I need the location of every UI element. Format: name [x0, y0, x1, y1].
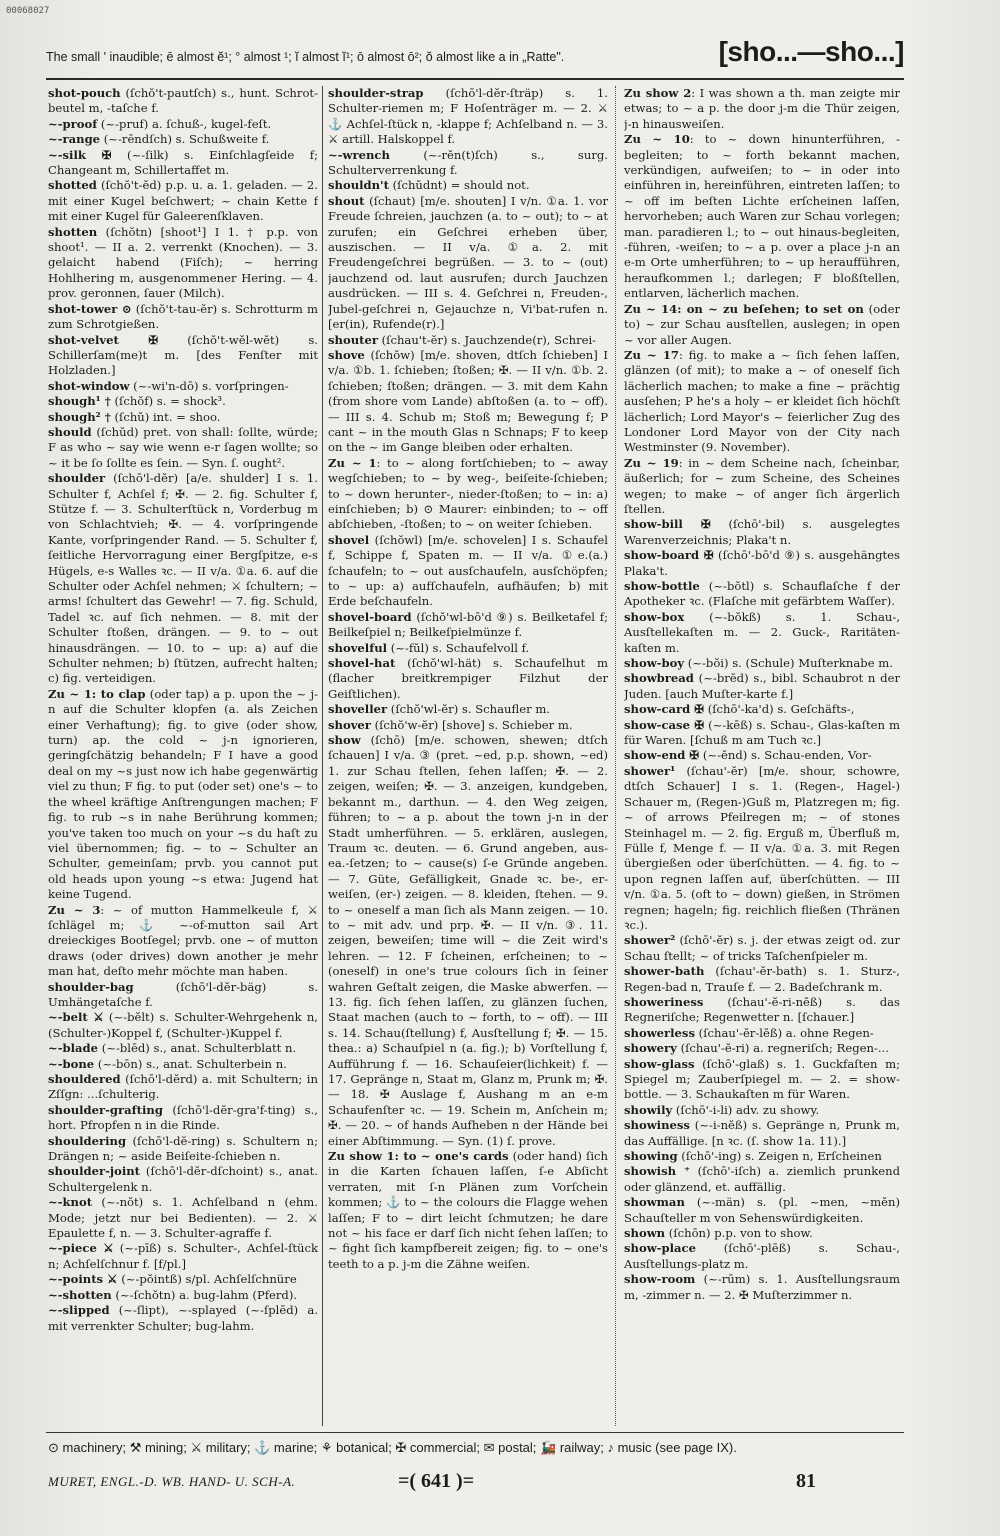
header-rule: [46, 78, 904, 80]
dictionary-entry: shoulder (ſchō'l-dĕr) [a/e. shulder] I s. 1. Schulter f, Achſel f; ✠. — 2. fig. Schulter f, Stütze f. — 3. Schulterſtück n, Vorderbug m von Schlachtvieh; ✠. — 4. vorſpringende Kante, vorſpringender Rand. — 5. Schulter f, ſeitliche Hervorragung einer Bergſpitze, e-s Hügels, e-s Walles ꝛc. — II v/a. ①a. 6. auf die Schulter oder Achſel nehmen; ⚔ ſchultern; ~ arms! ſchultert das Gewehr! — 7. fig. Schuld, Tadel ꝛc. auf ſich nehmen. — 8. mit der Schulter ſtoßen, drängen. — 9. to ~ out hinausdrängen. — 10. to ~ up: a) auf die Schulter nehmen; b) ſtützen, aufrecht halten; c) fig. verteidigen.: [48, 471, 318, 686]
dictionary-entry: shovel (ſchŏwl) [m/e. schovelen] I s. Schaufel f, Schippe f, Spaten m. — II v/a. ①e.(a.) ſchaufeln; to ~ out ausſchaufeln, ausſchöpfen; to ~ up: a) aufſchaufeln, aufhäufen; b) mit Erde beſchaufeln.: [328, 532, 608, 609]
page-header: [44, 36, 904, 80]
headword: show-boy: [624, 656, 685, 671]
dictionary-entry: shoulder-joint (ſchō'l-dĕr-dſchoint) s., anat. Schultergelenk n.: [48, 1164, 318, 1194]
headword: shout: [328, 193, 365, 208]
dictionary-entry: shovel-board (ſchŏ'wl-bō'd ⑨) s. Beilketafel f; Beilkeſpiel n; Beilkeſpielmünze f.: [328, 609, 608, 640]
headword: shoulder-bag: [48, 979, 134, 994]
dictionary-entry: showman (~-män) s. (pl. ~men, ~mĕn) Schauſteller m von Sehenswürdigkeiten.: [624, 1195, 900, 1225]
dictionary-entry: ~-piece ⚔ (~-pīß) s. Schulter-, Achſel-ſtück n; Achſelſchnur f. [f/pl.]: [48, 1241, 318, 1271]
scan-id: 00068027: [6, 6, 50, 16]
headword: showery: [624, 1041, 677, 1056]
headword: ~-proof: [48, 116, 98, 131]
dictionary-entry: ~-proof (~-pruf) a. ſchuß-, kugel-feſt.: [48, 116, 272, 131]
dictionary-entry: showiness (~-i-nĕß) s. Gepränge n, Prunk m, das Auffällige. [n ꝛc. (ſ. show 1a. 11).]: [624, 1118, 900, 1148]
dictionary-entry: shouter (ſchau't-ĕr) s. Jauchzende(r), Schrei-: [328, 332, 597, 347]
headword: Zu show 2: [624, 86, 692, 100]
headword: shouldered: [48, 1072, 121, 1086]
sheet-number: 81: [796, 1470, 816, 1492]
dictionary-entry: ~-wrench (~-rĕn(t)ſch) s., surg. Schulterverrenkung f.: [328, 147, 608, 178]
dictionary-entry: ~-points ⚔ (~-pŏintß) s/pl. Achſelſchnüre: [48, 1272, 297, 1287]
dictionary-entry: show-end ✠ (~-ĕnd) s. Schau-enden, Vor-: [624, 748, 872, 763]
dictionary-entry: Zu ~ 19: in ~ dem Scheine nach, ſcheinbar, äußerlich; for ~ zum Scheine, des Scheines wegen; to make ~ of anger ſich ärgerlich ſtellen.: [624, 455, 900, 516]
column-1: [48, 86, 318, 1426]
dictionary-entry: shot-velvet ✠ (ſchŏ't-wĕl-wĕt) s. Schillerſam(me)t m. [des Fenſter mit Holzladen.]: [48, 332, 318, 378]
dictionary-entry: show-bill ✠ (ſchō'-bil) s. ausgelegtes Warenverzeichnis; Plaka't n.: [624, 517, 900, 547]
dictionary-entry: shotten (ſchŏtn) [shoot¹] I 1. † p.p. von shoot¹. — II a. 2. verrenkt (Knochen). — 3. gelaicht habend (Fiſch); ~ herring Hohlhering m, ausgenommener Hering. — 4. prov. geronnen, ſauer (Milch).: [48, 224, 318, 301]
headword: Zu ~ 19: [624, 455, 679, 470]
headword: shower²: [624, 933, 676, 948]
dictionary-entry: shouldering (ſchō'l-dĕ-ring) s. Schultern n; Drängen n; ~ aside Beiſeite-ſchieben n.: [48, 1133, 318, 1164]
headword: showing: [624, 1149, 678, 1164]
headword: ~-shotten: [48, 1287, 112, 1302]
headword: ~-range: [48, 132, 101, 147]
headword: shot-window: [48, 378, 130, 393]
headword: ~-piece ⚔: [48, 1241, 114, 1256]
headword: ~-points ⚔: [48, 1272, 118, 1287]
dictionary-entry: showerless (ſchau'-ĕr-lĕß) a. ohne Regen-: [624, 1025, 874, 1040]
headword: shot-pouch: [48, 86, 121, 100]
dictionary-entry: shot-tower ⊙ (ſchŏ't-tau-ĕr) s. Schrotturm m zum Schrotgießen.: [48, 301, 318, 332]
pronunciation-note: The small ' inaudible; ē almost ĕ¹; ° almost ¹; ĭ almost ĭ¹; ō almost ō²; ŏ almost like a in „Ratte".: [46, 50, 565, 64]
page-footer: [48, 1470, 908, 1500]
headword: shown: [624, 1226, 666, 1241]
headword: Zu ~ 14: on ~ zu beſehen; to set on: [624, 301, 864, 316]
headword: shover: [328, 717, 371, 732]
dictionary-entry: showing (ſchō'-ing) s. Zeigen n, Erſcheinen: [624, 1149, 882, 1164]
headword: show: [328, 733, 361, 748]
dictionary-entry: shouldered (ſchō'l-dĕrd) a. mit Schultern; in Zſſgn: ...ſchulterig.: [48, 1072, 318, 1102]
headword: shovel: [328, 532, 370, 547]
headword: show-bill ✠: [624, 517, 711, 532]
dictionary-entry: ~-blade (~-blēd) s., anat. Schulterblatt n.: [48, 1041, 297, 1056]
headword: Zu ~ 17: [624, 347, 679, 362]
headword: show-end ✠: [624, 748, 700, 763]
headword: shotted: [48, 178, 97, 193]
dictionary-entry: shover (ſchŏ'w-ĕr) [shove] s. Schieber m.: [328, 717, 573, 732]
headword: show-place: [624, 1241, 696, 1256]
headword: shotten: [48, 224, 98, 239]
dictionary-entry: shoveller (ſchŏ'wl-ĕr) s. Schaufler m.: [328, 702, 550, 717]
dictionary-entry: showish ⁺ (ſchō'-iſch) a. ziemlich prunkend oder glänzend, et. auffällig.: [624, 1164, 900, 1194]
page-number: =( 641 )=: [398, 1470, 475, 1492]
headword: shouldn't: [328, 178, 389, 193]
headword: ~-bone: [48, 1056, 95, 1071]
headword: ~-blade: [48, 1041, 99, 1056]
dictionary-entry: shower² (ſchō'-ĕr) s. j. der etwas zeigt od. zur Schau ſtellt; ~ of tricks Taſchenſpieler m.: [624, 933, 900, 963]
headword: show-board ✠: [624, 548, 714, 563]
footer-rule: [46, 1432, 904, 1433]
headword: Zu ~ 10: [624, 132, 690, 147]
headword: shoulder: [48, 471, 106, 486]
headword: ~-wrench: [328, 147, 390, 162]
headword: show-card ✠: [624, 702, 705, 717]
headword: Zu ~ 3: [48, 902, 101, 917]
headword: shovel-hat: [328, 656, 396, 671]
dictionary-entry: Zu ~ 14: on ~ zu beſehen; to set on (oder to) ~ zur Schau ausſtellen, auslegen; in open ~ vor aller Augen.: [624, 301, 900, 347]
headword: show-room: [624, 1272, 696, 1287]
headword: show-glass: [624, 1056, 695, 1071]
headword: shouter: [328, 332, 378, 347]
dictionary-entry: showbread (~-brĕd) s., bibl. Schaubrot n der Juden. [auch Muſter-karte f.]: [624, 671, 900, 701]
headword: ~-silk ✠: [48, 147, 112, 162]
headword: shough² †: [48, 409, 111, 424]
headword: shouldering: [48, 1133, 127, 1148]
dictionary-entry: ~-silk ✠ (~-ſilk) s. Einſchlagſeide f; Changeant m, Schillertaffet m.: [48, 147, 318, 178]
headword: showeriness: [624, 994, 704, 1009]
imprint: MURET, ENGL.-D. WB. HAND- U. SCH-A.: [48, 1474, 296, 1489]
dictionary-entry: ~-knot (~-nŏt) s. 1. Achſelband n (ehm. Mode; jetzt nur bei Bedienten). — 2. ⚔ Epaulette f, n. — 3. Schulter-agraffe f.: [48, 1195, 318, 1241]
dictionary-entry: Zu show 1: to ~ one's cards (oder hand) ſich in die Karten ſchauen laſſen, ſ-e Abſicht verraten, mit ſ-n Plänen zum Vorſchein kommen; ⚓ to ~ the colours die Flagge wehen laſſen; F to ~ dirt leicht ſchmutzen; he dare not ~ his face er darf ſich nicht ſehen laſſen; to ~ fight ſich kampfbereit zeigen; fig. to ~ one's teeth to a p. j-m die Zähne weiſen.: [328, 1149, 608, 1271]
dictionary-entry: ~-bone (~-bōn) s., anat. Schulterbein n.: [48, 1056, 287, 1071]
dictionary-entry: shotted (ſchŏ't-ĕd) p.p. u. a. 1. geladen. — 2. mit einer Kugel beſchwert; ~ chain Kette f mit einer Kugel für Galeerenſklaven.: [48, 178, 318, 224]
dictionary-entry: Zu ~ 10: to ~ down hinunterführen, -begleiten; to ~ forth bekannt machen, verkündigen, aufweiſen; to ~ in oder into einführen in, hereinführen, eintreten laſſen; to ~ off im beſten Lichte erſcheinen laſſen, hervorheben; auch Waren zur Schau vorlegen; man. paradieren l.; to ~ out hinaus-begleiten, -führen, -weiſen; to ~ a p. over a place j-n an e-m Orte umherführen; to ~ up heraufführen, heraufkommen l.; darlegen; F bloßſtellen, entlarven, lächerlich machen.: [624, 132, 900, 301]
dictionary-entry: show-case ✠ (~-kēß) s. Schau-, Glas-kaſten m für Waren. [ſchuß m am Tuch ꝛc.]: [624, 717, 900, 748]
dictionary-entry: show-boy (~-bŏi) s. (Schule) Muſterknabe m.: [624, 656, 893, 671]
dictionary-entry: should (ſchŭd) pret. von shall: ſollte, würde; F as who ~ say wie wenn e-r ſagen wollte; so ~ it be ſo ſollte es ſein. — Syn. ſ. ought².: [48, 424, 318, 470]
headword: showbread: [624, 671, 694, 686]
dictionary-entry: shot-pouch (ſchŏ't-pautſch) s., hunt. Schrot-beutel m, -taſche f.: [48, 86, 318, 116]
headword: show-bottle: [624, 579, 700, 593]
dictionary-entry: shough¹ † (ſchŏf) s. = shock³.: [48, 394, 226, 409]
headword: shot-tower ⊙: [48, 301, 132, 316]
dictionary-entry: shough² † (ſchŭ) int. = shoo.: [48, 409, 221, 424]
dictionary-entry: show-room (~-rūm) s. 1. Ausſtellungsraum m, -zimmer n. — 2. ✠ Muſterzimmer n.: [624, 1272, 900, 1302]
dictionary-entry: ~-belt ⚔ (~-bĕlt) s. Schulter-Wehrgehenk n, (Schulter-)Koppel f, (Schulter-)Kuppel f.: [48, 1010, 318, 1040]
guide-words: [sho...—sho...]: [718, 36, 904, 67]
headword: show-case ✠: [624, 717, 705, 732]
dictionary-entry: showery (ſchau'-ĕ-ri) a. regneriſch; Regen-...: [624, 1041, 889, 1056]
headword: shower¹: [624, 763, 676, 778]
headword: shovelful: [328, 640, 388, 655]
dictionary-entry: show-card ✠ (ſchō'-ka'd) s. Geſchäfts-,: [624, 702, 855, 717]
headword: shoulder-joint: [48, 1164, 141, 1179]
headword: shoulder-grafting: [48, 1102, 163, 1117]
headword: ~-belt ⚔: [48, 1010, 104, 1025]
headword: showily: [624, 1102, 673, 1117]
headword: should: [48, 424, 92, 439]
headword: showish ⁺: [624, 1164, 691, 1179]
dictionary-entry: shoulder-grafting (ſchō'l-dĕr-gra'f-ting) s., hort. Pfropfen n in die Rinde.: [48, 1102, 318, 1133]
headword: ~-knot: [48, 1195, 93, 1210]
dictionary-entry: showily (ſchō'-i-li) adv. zu showy.: [624, 1102, 820, 1117]
dictionary-entry: show-glass (ſchō'-glaß) s. 1. Guckfaſten m; Spiegel m; Zauberſpiegel m. — 2. = show-bottle. — 3. Schaukaſten m für Waren.: [624, 1056, 900, 1102]
symbol-legend: ⊙ machinery; ⚒ mining; ⚔ military; ⚓ marine; ⚘ botanical; ✠ commercial; ✉ postal; 🚂 railway; ♪ music (see page IX).: [48, 1440, 737, 1455]
headword: shot-velvet ✠: [48, 332, 159, 347]
dictionary-entry: shovel-hat (ſchŏ'wl-hät) s. Schaufelhut m (flacher breitkrempiger Filzhut der Geiſtlichen).: [328, 656, 608, 701]
column-divider: [322, 86, 323, 1426]
headword: shower-bath: [624, 964, 705, 979]
dictionary-entry: show-bottle (~-bŏtl) s. Schauflaſche f der Apotheker ꝛc. (Flaſche mit gefärbtem Waſſer).: [624, 579, 900, 609]
dictionary-entry: shove (ſchŏw) [m/e. shoven, dtſch ſchieben] I v/a. ①b. 1. ſchieben; ſtoßen; ✠. — II v/n. ①b. 2. ſchieben; ſtoßen; drängen. — 3. mit dem Kahn (from shore vom Lande) abſtoßen (a. to ~ off). — III s. 4. Schub m; Stoß m; Bewegung f; P cant ~ in the mouth Glas n Schnaps; F to keep on the ~ im Gange bleiben oder erhalten.: [328, 347, 608, 455]
dictionary-entry: Zu ~ 3: ~ of mutton Hammelkeule f, ⚔ ſchlägel m; ⚓ ~-of-mutton sail Art dreieckiges Bootſegel; prvb. one ~ of mutton draws (oder drives) down another je mehr man hat, deſto mehr möchte man haben.: [48, 902, 318, 979]
dictionary-entry: shouldn't (ſchŭdnt) = should not.: [328, 178, 530, 193]
dictionary-entry: shot-window (~-wi'n-dō) s. vorſpringen-: [48, 378, 289, 393]
dictionary-entry: show-board ✠ (ſchō'-bō'd ⑨) s. ausgehängtes Plaka't.: [624, 548, 900, 578]
dictionary-entry: Zu ~ 17: fig. to make a ~ ſich ſehen laſſen, glänzen (of mit); to make a ~ of oneself ſich lächerlich machen; to make a fine ~ prächtig ausſehen; P he's a holy ~ er kleidet ſich höchſt lächerlich; Lord Mayor's ~ feierlicher Zug des Londoner Lord Mayor von der City nach Westminster (9. November).: [624, 347, 900, 455]
dictionary-entry: Zu show 2: I was shown a th. man zeigte mir etwas; to ~ a p. the door j-m die Thür zeigen, j-n hinausweiſen.: [624, 86, 900, 131]
headword: shoulder-strap: [328, 86, 424, 100]
dictionary-entry: shout (ſchaut) [m/e. shouten] I v/n. ①a. 1. vor Freude ſchreien, jauchzen (a. to ~ out); to ~ at zurufen; ein Geſchrei erheben über, auszischen. — II v/a. ①a. 2. mit Freudengeſchrei begrüßen. — 3. to ~ (out) jauchzend od. laut ausrufen; durch Jauchzen ausdrücken. — III s. 4. Geſchrei n, Freuden-, Jubel-geſchrei n, Gejauchze n, Vi'bat-rufen n. [er(in), Rufende(r).]: [328, 193, 608, 332]
dictionary-entry: ~-range (~-rēndſch) s. Schußweite f.: [48, 132, 270, 147]
headword: showerless: [624, 1025, 695, 1040]
headword: ~-slipped: [48, 1303, 110, 1318]
dictionary-entry: show (ſchō) [m/e. schowen, shewen; dtſch ſchauen] I v/a. ③ (pret. ~ed, p.p. shown, ~ed) 1. zur Schau ſtellen, ſehen laſſen; ✠. — 2. zeigen, weiſen; ✠. — 3. anzeigen, kundgeben, bekannt m., darthun. — 4. den Weg zeigen, führen; to ~ a p. about the town j-n in der Stadt umherführen. — 5. erklären, auslegen, Traum ꝛc. deuten. — 6. Grund angeben, aus-ea.-ſetzen; to ~ cause(s) ſ-e Gründe angeben. — 7. Güte, Gefälligkeit, Gnade ꝛc. be-, er-weiſen, (er-) zeigen. — 8. kleiden, ſtehen. — 9. to ~ oneself a man ſich als Mann zeigen. — 10. to ~ mit adv. und prp. ✠. — II v/n. ③. 11. zeigen, beweiſen; time will ~ die Zeit wird's lehren. — 12. F ſcheinen, erſcheinen; to ~ (oneself) in one's true colours ſich in ſeiner wahren Geſtalt zeigen, die Maske abwerfen. — 13. fig. ſich ſehen laſſen, zu glänzen ſuchen, Staat machen (auch to ~ forth, to ~ off). — III s. 14. Schau(ſtellung) f, Ausſtellung f; ✠. — 15. thea.: a) Schauſpiel n (a. fig.); b) Vorſtellung f, Aufführung f. — 16. Schauſeier(lichkeit) f. — 17. Gepränge n, Staat m, Glanz m, Prunk m; ✠. — 18. ✠ Auslage f, Aushang m an e-m Schaufenſter ꝛc. — 19. Schein m, Anſchein m; ✠. — 20. ~ of hands Aufheben n der Hände bei einer Abſtimmung. — Syn. (1) ſ. prove.: [328, 733, 608, 1148]
dictionary-entry: showeriness (ſchau'-ĕ-ri-nĕß) s. das Regneriſche; Regenwetter n. [ſchauer.]: [624, 994, 900, 1025]
headword: show-box: [624, 609, 685, 624]
dictionary-entry: Zu ~ 1: to clap (oder tap) a p. upon the ~ j-n auf die Schulter klopfen (a. als Zeichen einer Verhaftung); fig. to give (oder show, turn) ap. the cold ~ j-n ignorieren, geringſchätzig behandeln; F I have a good deal on my ~s just now ich habe gegenwärtig viel zu thun; F fig. to put (oder set) one's ~ to the wheel kräftige Anſtrengungen machen; F fig. to rub ~s in nahe Berührung kommen; you've taken too much on your ~s du haſt zu viel übernommen; fig. ~ to ~ Schulter an Schulter, gemeinſam; prvb. you cannot put old heads upon young ~s etwa: Jugend hat keine Tugend.: [48, 686, 318, 902]
dictionary-entry: ~-slipped (~-ſlipt), ~-splayed (~-ſplēd) a. mit verrenkter Schulter; bug-lahm.: [48, 1303, 318, 1333]
headword: shough¹ †: [48, 394, 111, 409]
headword: Zu ~ 1: [328, 455, 377, 470]
headword: showiness: [624, 1118, 690, 1133]
dictionary-entry: shower¹ (ſchau'-ĕr) [m/e. shour, schowre, dtſch Schauer] I s. 1. (Regen-, Hagel-) Schauer m, (Regen-)Guß m, Platzregen m; fig. ~ of arrows Pfeilregen m; ~ of stones Steinhagel m. — 2. fig. Erguß m, Überfluß m, Fülle f, Menge f. — II v/a. ①a. 3. mit Regen übergießen oder überſchütten. — 4. fig. to ~ upon regnen laſſen auf, überſchütten. — III v/n. ①a. 5. (oft to ~ down) gießen, in Strömen regnen; hageln; fig. reichlich fließen (Thränen ꝛc.).: [624, 763, 900, 932]
column-2: [328, 86, 608, 1426]
headword: shoveller: [328, 702, 388, 717]
headword: Zu ~ 1: to clap: [48, 686, 146, 701]
column-divider-dotted: [615, 86, 619, 1426]
dictionary-entry: shoulder-bag (ſchō'l-dĕr-bäg) s. Umhängetaſche f.: [48, 979, 318, 1009]
column-3: [624, 86, 900, 1426]
dictionary-entry: show-place (ſchō'-plēß) s. Schau-, Ausſtellungs-platz m.: [624, 1241, 900, 1271]
dictionary-entry: shower-bath (ſchau'-ĕr-bath) s. 1. Sturz-, Regen-bad n, Trauſe f. — 2. Badeſchrank m.: [624, 964, 900, 994]
headword: shovel-board: [328, 609, 412, 624]
dictionary-entry: ~-shotten (~-ſchŏtn) a. bug-lahm (Pferd).: [48, 1287, 298, 1302]
dictionary-entry: shovelful (~-fŭl) s. Schaufelvoll f.: [328, 640, 530, 655]
dictionary-entry: show-box (~-bŏkß) s. 1. Schau-, Ausſtellekaſten m. — 2. Guck-, Raritäten-kaſten m.: [624, 609, 900, 655]
dictionary-entry: Zu ~ 1: to ~ along fortſchieben; to ~ away wegſchieben; to ~ by weg-, beiſeite-ſchieben; to ~ down herunter-, nieder-ſtoßen; to ~ in: a) einſchieben; b) ⊙ Maurer: einbinden; to ~ off abſchieben, -ſtoßen; to ~ on weiter ſchieben.: [328, 455, 608, 532]
headword: showman: [624, 1195, 685, 1210]
dictionary-entry: shoulder-strap (ſchō'l-dĕr-ſträp) s. 1. Schulter-riemen m; F Hoſenträger m. — 2. ⚔ ⚓ Achſel-ſtück n, -klappe f; Achſelband n. — 3. ⚔ artill. Halskoppel f.: [328, 86, 608, 147]
headword: shove: [328, 347, 365, 362]
dictionary-entry: shown (ſchōn) p.p. von to show.: [624, 1226, 813, 1241]
headword: Zu show 1: to ~ one's cards: [328, 1149, 509, 1164]
